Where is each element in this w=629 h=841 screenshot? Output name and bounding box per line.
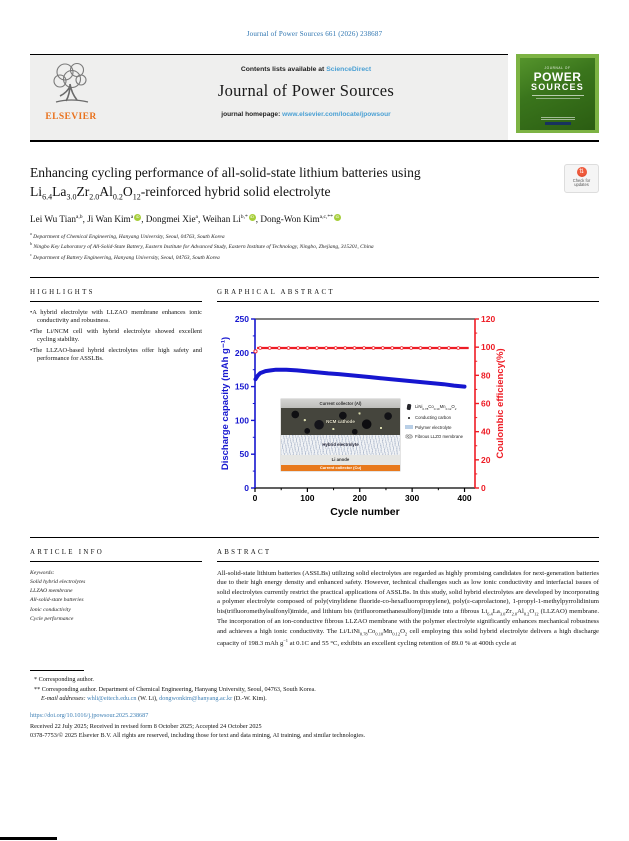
- heading-rule: [217, 561, 599, 562]
- abstract-heading: ABSTRACT: [217, 548, 272, 556]
- svg-text:20: 20: [481, 454, 491, 465]
- cover-footer-marks: [520, 115, 595, 126]
- inset-layer-hybrid-electrolyte: Hybrid electrolyte: [281, 435, 400, 455]
- graphical-abstract-column: [217, 278, 599, 522]
- author: Dongmei Xie$^a$,: [145, 213, 203, 224]
- homepage-line: [104, 111, 508, 118]
- highlight-item: • The LLZAO-based hybrid electrolytes offer high safety and performance for ASSLBs.: [30, 347, 202, 364]
- highlights-graphical-row: [30, 278, 599, 522]
- crossmark-icon: ⇅: [577, 167, 587, 177]
- svg-text:100: 100: [481, 341, 496, 352]
- article-title: [30, 164, 535, 203]
- legend-item-ncm: $LiNi_{0.78}Co_{0.10}Mn_{0.12}O_2$: [404, 404, 474, 411]
- elsevier-tree-icon: [50, 60, 92, 106]
- ncm-particle-icon: [406, 404, 411, 410]
- svg-text:40: 40: [481, 426, 491, 437]
- article-info-column: [30, 538, 202, 648]
- footnotes: [30, 670, 599, 703]
- svg-text:60: 60: [481, 398, 491, 409]
- carbon-dot-icon: [408, 417, 410, 419]
- keywords-label: Keywords:: [30, 569, 55, 576]
- keyword: LLZAO membrane: [30, 588, 73, 595]
- author: Ji Wan Kim$^a$ iD ,: [87, 213, 146, 224]
- heading-rule: [217, 301, 599, 302]
- email-link-wli[interactable]: whli@eitech.edu.cn: [87, 694, 137, 702]
- cover-title-power: POWER: [533, 70, 582, 84]
- heading-rule: [30, 301, 202, 302]
- author-affil-marker: a: [130, 213, 134, 220]
- svg-text:80: 80: [481, 370, 491, 381]
- affiliation: $^c$ Department of Battery Engineering, Hanyang University, Seoul, 04763, South Korea: [30, 253, 220, 261]
- author-affil-marker: a: [195, 213, 199, 220]
- contents-line-text: Contents lists available at: [240, 66, 327, 73]
- abstract-text: All-solid-state lithium batteries (ASSLBs) utilizing solid electrolytes are regarded as highly promising candidates for next-generation batteries due to their high energy density and enhanced safety. However, technical challenges such as low ionic conductivity and interfacial issues of solid electrolytes currently restrict the practical applications of ASSLBs. In this study, solid hybrid electrolytes are developed by incorporating a polymer electrolyte composed of poly(vinylidene fluoride-co-hexafluoropropylene), poly(ε-caprolactone), 1-propyl-1-methylpyrrolidinium bis(trifluoromethylsulfonyl)imide, and lithium bis (trifluoromethanesulfonyl)imide into a fibrous $Li_{6.4}La_{3.0}Zr_{2.0}Al_{0.2}O_{12}$ (LLZAO) membrane. The incorporation of an ion-conductive fibrous LLZAO membrane with the polymer electrolyte significantly enhances mechanical robustness and achieves a high ionic conductivity. The $Li/LiNi_{0.78}Co_{0.10}Mn_{0.12}O_2$ cell employing this solid hybrid electrolyte delivers a high discharge capacity of 198.3 mAh $g^{-1}$ at 0.1C and 55 °C, exhibits an excellent cycling retention of 89.0 % at 400th cycle at: [217, 569, 600, 647]
- battery-schematic-inset: [281, 399, 400, 471]
- graphical-abstract-heading: GRAPHICAL ABSTRACT: [217, 288, 335, 296]
- svg-text:150: 150: [234, 381, 249, 392]
- highlights-heading: HIGHLIGHTS: [30, 288, 95, 296]
- masthead-box: [30, 54, 508, 140]
- issn-copyright: 0378-7753/© 2025 Elsevier B.V. All rights are reserved, including those for text and data mining, AI training, and similar technologies.: [30, 731, 366, 739]
- highlight-item: • A hybrid electrolyte with LLZAO membrane enhances ionic conductivity and robustness.: [30, 309, 202, 326]
- inset-layer-ncm-cathode: NCM cathode: [281, 408, 400, 435]
- article-info-heading: ARTICLE INFO: [30, 548, 105, 556]
- keyword: Cycle performance: [30, 615, 74, 622]
- keyword: Solid hybrid electrolytes: [30, 579, 86, 585]
- svg-text:100: 100: [300, 492, 315, 503]
- orcid-icon[interactable]: iD: [335, 214, 340, 219]
- author: Lei Wu Tian$^{a,b}$,: [30, 213, 88, 224]
- author-name: Ji Wan Kim: [87, 213, 131, 224]
- page-corner-mark: [0, 837, 57, 840]
- check-for-updates-badge[interactable]: [564, 164, 599, 193]
- journal-cover-art: [520, 58, 595, 130]
- affiliation: $^b$ Ningbo Key Laboratory of All-Solid-State Battery, Eastern Institute for Advanced Study, Eastern Institute of Technology, Ningbo, Zhejiang, 315201, China: [30, 242, 374, 251]
- check-for-updates-label: Check for updates: [572, 177, 591, 188]
- cover-decorative-bar: [541, 119, 575, 120]
- info-abstract-row: [30, 538, 599, 648]
- title-block: [30, 164, 599, 203]
- heading-rule: [30, 561, 202, 562]
- masthead-center: [104, 55, 508, 140]
- author: [260, 214, 341, 224]
- author: Weihan $Li^{b,*}$ iD ,: [202, 213, 261, 224]
- abstract-column: [217, 538, 599, 648]
- keyword: Ionic conductivity: [30, 606, 71, 613]
- cover-kicker: JOURNAL OF: [544, 66, 571, 70]
- highlights-column: [30, 278, 202, 522]
- homepage-label: journal homepage:: [221, 111, 283, 118]
- sciencedirect-link[interactable]: ScienceDirect: [326, 66, 372, 73]
- svg-text:Coulombic efficiency(%): Coulombic efficiency(%): [495, 348, 506, 459]
- masthead: [30, 54, 599, 142]
- affiliations: [30, 231, 599, 263]
- svg-text:Cycle number: Cycle number: [330, 505, 400, 518]
- inset-layer-li-anode: Li anode: [281, 455, 400, 465]
- footnote-rule: [30, 670, 84, 671]
- svg-text:250: 250: [234, 313, 249, 324]
- journal-cover: [516, 54, 599, 133]
- received-dates: Received 22 July 2025; Received in revised form 8 October 2025; Accepted 24 October 2025: [30, 722, 262, 730]
- email-label: E-mail addresses:: [41, 694, 86, 702]
- email-link-dwkim[interactable]: dongwonkim@hanyang.ac.kr: [159, 694, 233, 702]
- corresponding-author-note: * Corresponding author.: [34, 676, 94, 684]
- polymer-swatch-icon: [405, 425, 413, 430]
- svg-text:50: 50: [239, 448, 249, 459]
- legend-item-polymer: Polymer electrolyte: [404, 425, 474, 430]
- cycle-performance-chart: [219, 310, 509, 522]
- author-affil-marker: b,*: [240, 213, 248, 220]
- journal-homepage-link[interactable]: www.elsevier.com/locate/jpowsour: [282, 111, 391, 118]
- author-list: [30, 214, 599, 224]
- orcid-icon[interactable]: iD: [135, 214, 140, 219]
- article-title-line2: $Li_{6.4}La_{3.0}Zr_{2.0}Al_{0.2}O_{12}$-reinforced hybrid solid electrolyte: [30, 183, 331, 202]
- elsevier-wordmark: ELSEVIER: [45, 112, 97, 122]
- legend-item-llzo: Fibrous LLZO membrane: [404, 434, 474, 439]
- affiliation: $^a$ Department of Chemical Engineering, Hanyang University, Seoul, 04763, South Korea: [30, 231, 225, 240]
- inset-layer-current-collector-cu: Current collector (Cu): [281, 465, 400, 471]
- llzo-fiber-icon: [405, 434, 413, 439]
- article-title-line1: Enhancing cycling performance of all-solid-state lithium batteries using: [30, 165, 421, 180]
- svg-text:0: 0: [244, 482, 249, 493]
- cover-decorative-bar: [545, 122, 571, 125]
- author-affil-marker: a,c,**: [319, 213, 333, 220]
- cover-title-sources: SOURCES: [531, 82, 584, 92]
- svg-text:0: 0: [481, 482, 486, 493]
- svg-text:100: 100: [234, 415, 249, 426]
- cover-decorative-bar: [541, 117, 575, 118]
- cover-decorative-bar: [532, 95, 584, 96]
- doi-link[interactable]: https://doi.org/10.1016/j.jpowsour.2025.238687: [30, 712, 149, 720]
- keyword: All-solid-state batteries: [30, 597, 84, 604]
- email-addresses-line: E-mail addresses: whli@eitech.edu.cn (W. Li), dongwonkim@hanyang.ac.kr (D.-W. Kim).: [41, 694, 267, 702]
- author-name: Weihan Li: [202, 213, 241, 224]
- author-name: Dong-Won Kim: [260, 213, 320, 224]
- author-name: Dongmei Xie: [145, 213, 196, 224]
- orcid-icon[interactable]: iD: [250, 214, 255, 219]
- author-affil-marker: a,b: [75, 213, 83, 220]
- cover-decorative-bar: [536, 98, 580, 99]
- schematic-legend: [404, 404, 474, 444]
- svg-text:120: 120: [481, 313, 496, 324]
- svg-text:200: 200: [352, 492, 367, 503]
- elsevier-logo: [30, 55, 104, 140]
- svg-text:200: 200: [234, 347, 249, 358]
- corresponding-author-note-2: ** Corresponding author. Department of Chemical Engineering, Hanyang University, Seoul, 04763, South Korea.: [34, 685, 316, 693]
- author-name: Lei Wu Tian: [30, 213, 76, 224]
- highlight-item: • The Li/NCM cell with hybrid electrolyte showed excellent cycling stability.: [30, 328, 202, 345]
- svg-text:300: 300: [405, 492, 420, 503]
- svg-text:Discharge capacity (mAh g⁻¹): Discharge capacity (mAh g⁻¹): [220, 336, 231, 470]
- journal-reference: Journal of Power Sources 661 (2026) 238687: [246, 30, 383, 38]
- svg-text:400: 400: [457, 492, 472, 503]
- inset-layer-current-collector-al: Current collector (Al): [281, 399, 400, 408]
- legend-item-carbon: Conducting carbon: [404, 415, 474, 420]
- contents-line: [104, 66, 508, 73]
- journal-title: Journal of Power Sources: [217, 81, 395, 100]
- svg-text:0: 0: [252, 492, 258, 503]
